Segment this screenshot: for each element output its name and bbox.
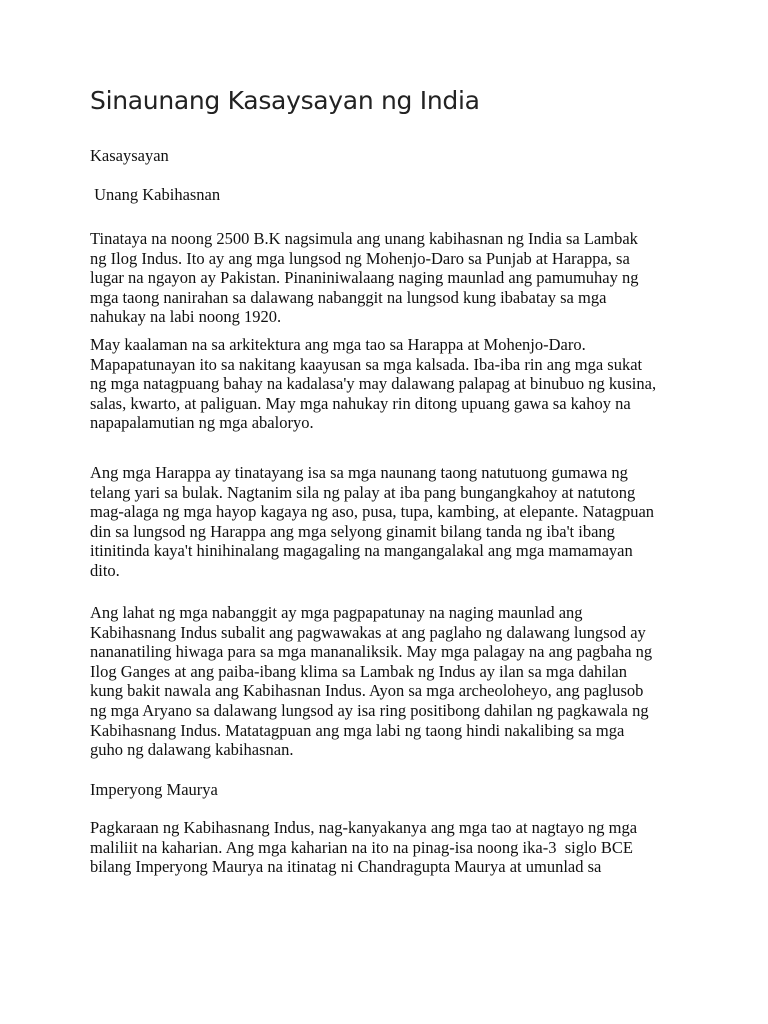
section-heading-unang-kabihasnan: Unang Kabihasnan [90,185,221,204]
text-line: May kaalaman na sa arkitektura ang mga tao sa Harappa at Mohenjo-Daro. [90,335,586,354]
text-line: ng mga natagpuang bahay na kadalasa'y may dalawang palapag at binubuo ng kusina, [90,374,657,394]
text-line: nahukay na labi noong 1920. [90,307,282,327]
text-line: Kabihasnang Indus subalit ang pagwawakas at ang paglaho ng dalawang lungsod ay [90,622,646,642]
text-line: bilang Imperyong Maurya na itinatag ni Chandragupta Maurya at umunlad sa [90,857,602,877]
text-line: maliliit na kaharian. Ang mga kaharian na ito na pinag-isa noong ika-3 siglo BCE [90,837,634,857]
text-line: lugar na ngayon ay Pakistan. Pinaniniwalaang naging maunlad ang pamumuhay ng [90,268,639,288]
text-line: ng mga Aryano sa dalawang lungsod ay isa ring positibong dahilan ng pagkawala ng [90,700,649,720]
text-line: Mapapatunayan ito sa nakitang kaayusan sa mga kalsada. Iba-iba rin ang mga sukat [90,354,643,374]
document-title: Sinaunang Kasaysayan ng India [90,86,480,115]
section-heading-kasaysayan: Kasaysayan [90,146,169,165]
text-line: Pagkaraan ng Kabihasnang Indus, nag-kanyakanya ang mga tao at nagtayo ng mga [90,818,638,837]
text-line: Ang mga Harappa ay tinatayang isa sa mga naunang taong natutuong gumawa ng [90,463,628,482]
text-line: dito. [90,560,120,580]
text-line: guho ng dalawang kabihasnan. [90,740,294,760]
text-line: salas, kwarto, at paliguan. May mga nahukay rin ditong upuang gawa sa kahoy na [90,393,631,413]
paragraph-2 [90,335,656,433]
text-line: Tinataya na noong 2500 B.K nagsimula ang unang kabihasnan ng India sa Lambak [90,229,638,248]
paragraph-1 [90,229,639,327]
text-line: din sa lungsod ng Harappa ang mga selyong ginamit bilang tanda ng iba't ibang [90,521,615,541]
text-line: mag-alaga ng mga hayop kagaya ng aso, pusa, tupa, kambing, at elepante. Natagpuan [90,502,655,522]
text-line: nananatiling hiwaga para sa mga mananaliksik. May mga palagay na ang pagbaha ng [90,642,653,662]
paragraph-5 [90,818,637,877]
paragraph-4 [90,603,652,760]
text-line: Ilog Ganges at ang paiba-ibang klima sa Lambak ng Indus ay ilan sa mga dahilan [90,661,628,681]
text-line: telang yari sa bulak. Nagtanim sila ng palay at iba pang bungangkahoy at natutong [90,482,636,502]
text-line: kung bakit nawala ang Kabihasnan Indus. Ayon sa mga archeoloheyo, ang paglusob [90,681,644,701]
text-line: mga taong nanirahan sa dalawang nabanggit na lungsod kung ibabatay sa mga [90,287,607,307]
text-line: Kabihasnang Indus. Matatagpuan ang mga labi ng taong hindi nakalibing sa mga [90,720,625,740]
text-line: napapalamutian ng mga abaloryo. [90,413,314,433]
paragraph-3 [90,463,654,581]
text-line: Ang lahat ng mga nabanggit ay mga pagpapatunay na naging maunlad ang [90,603,583,622]
text-line: itinitinda kaya't hinihinalang magagaling na mangangalakal ang mga mamamayan [90,541,633,561]
section-heading-imperyong-maurya: Imperyong Maurya [90,780,218,799]
text-line: ng Ilog Indus. Ito ay ang mga lungsod ng Mohenjo-Daro sa Punjab at Harappa, sa [90,248,630,268]
